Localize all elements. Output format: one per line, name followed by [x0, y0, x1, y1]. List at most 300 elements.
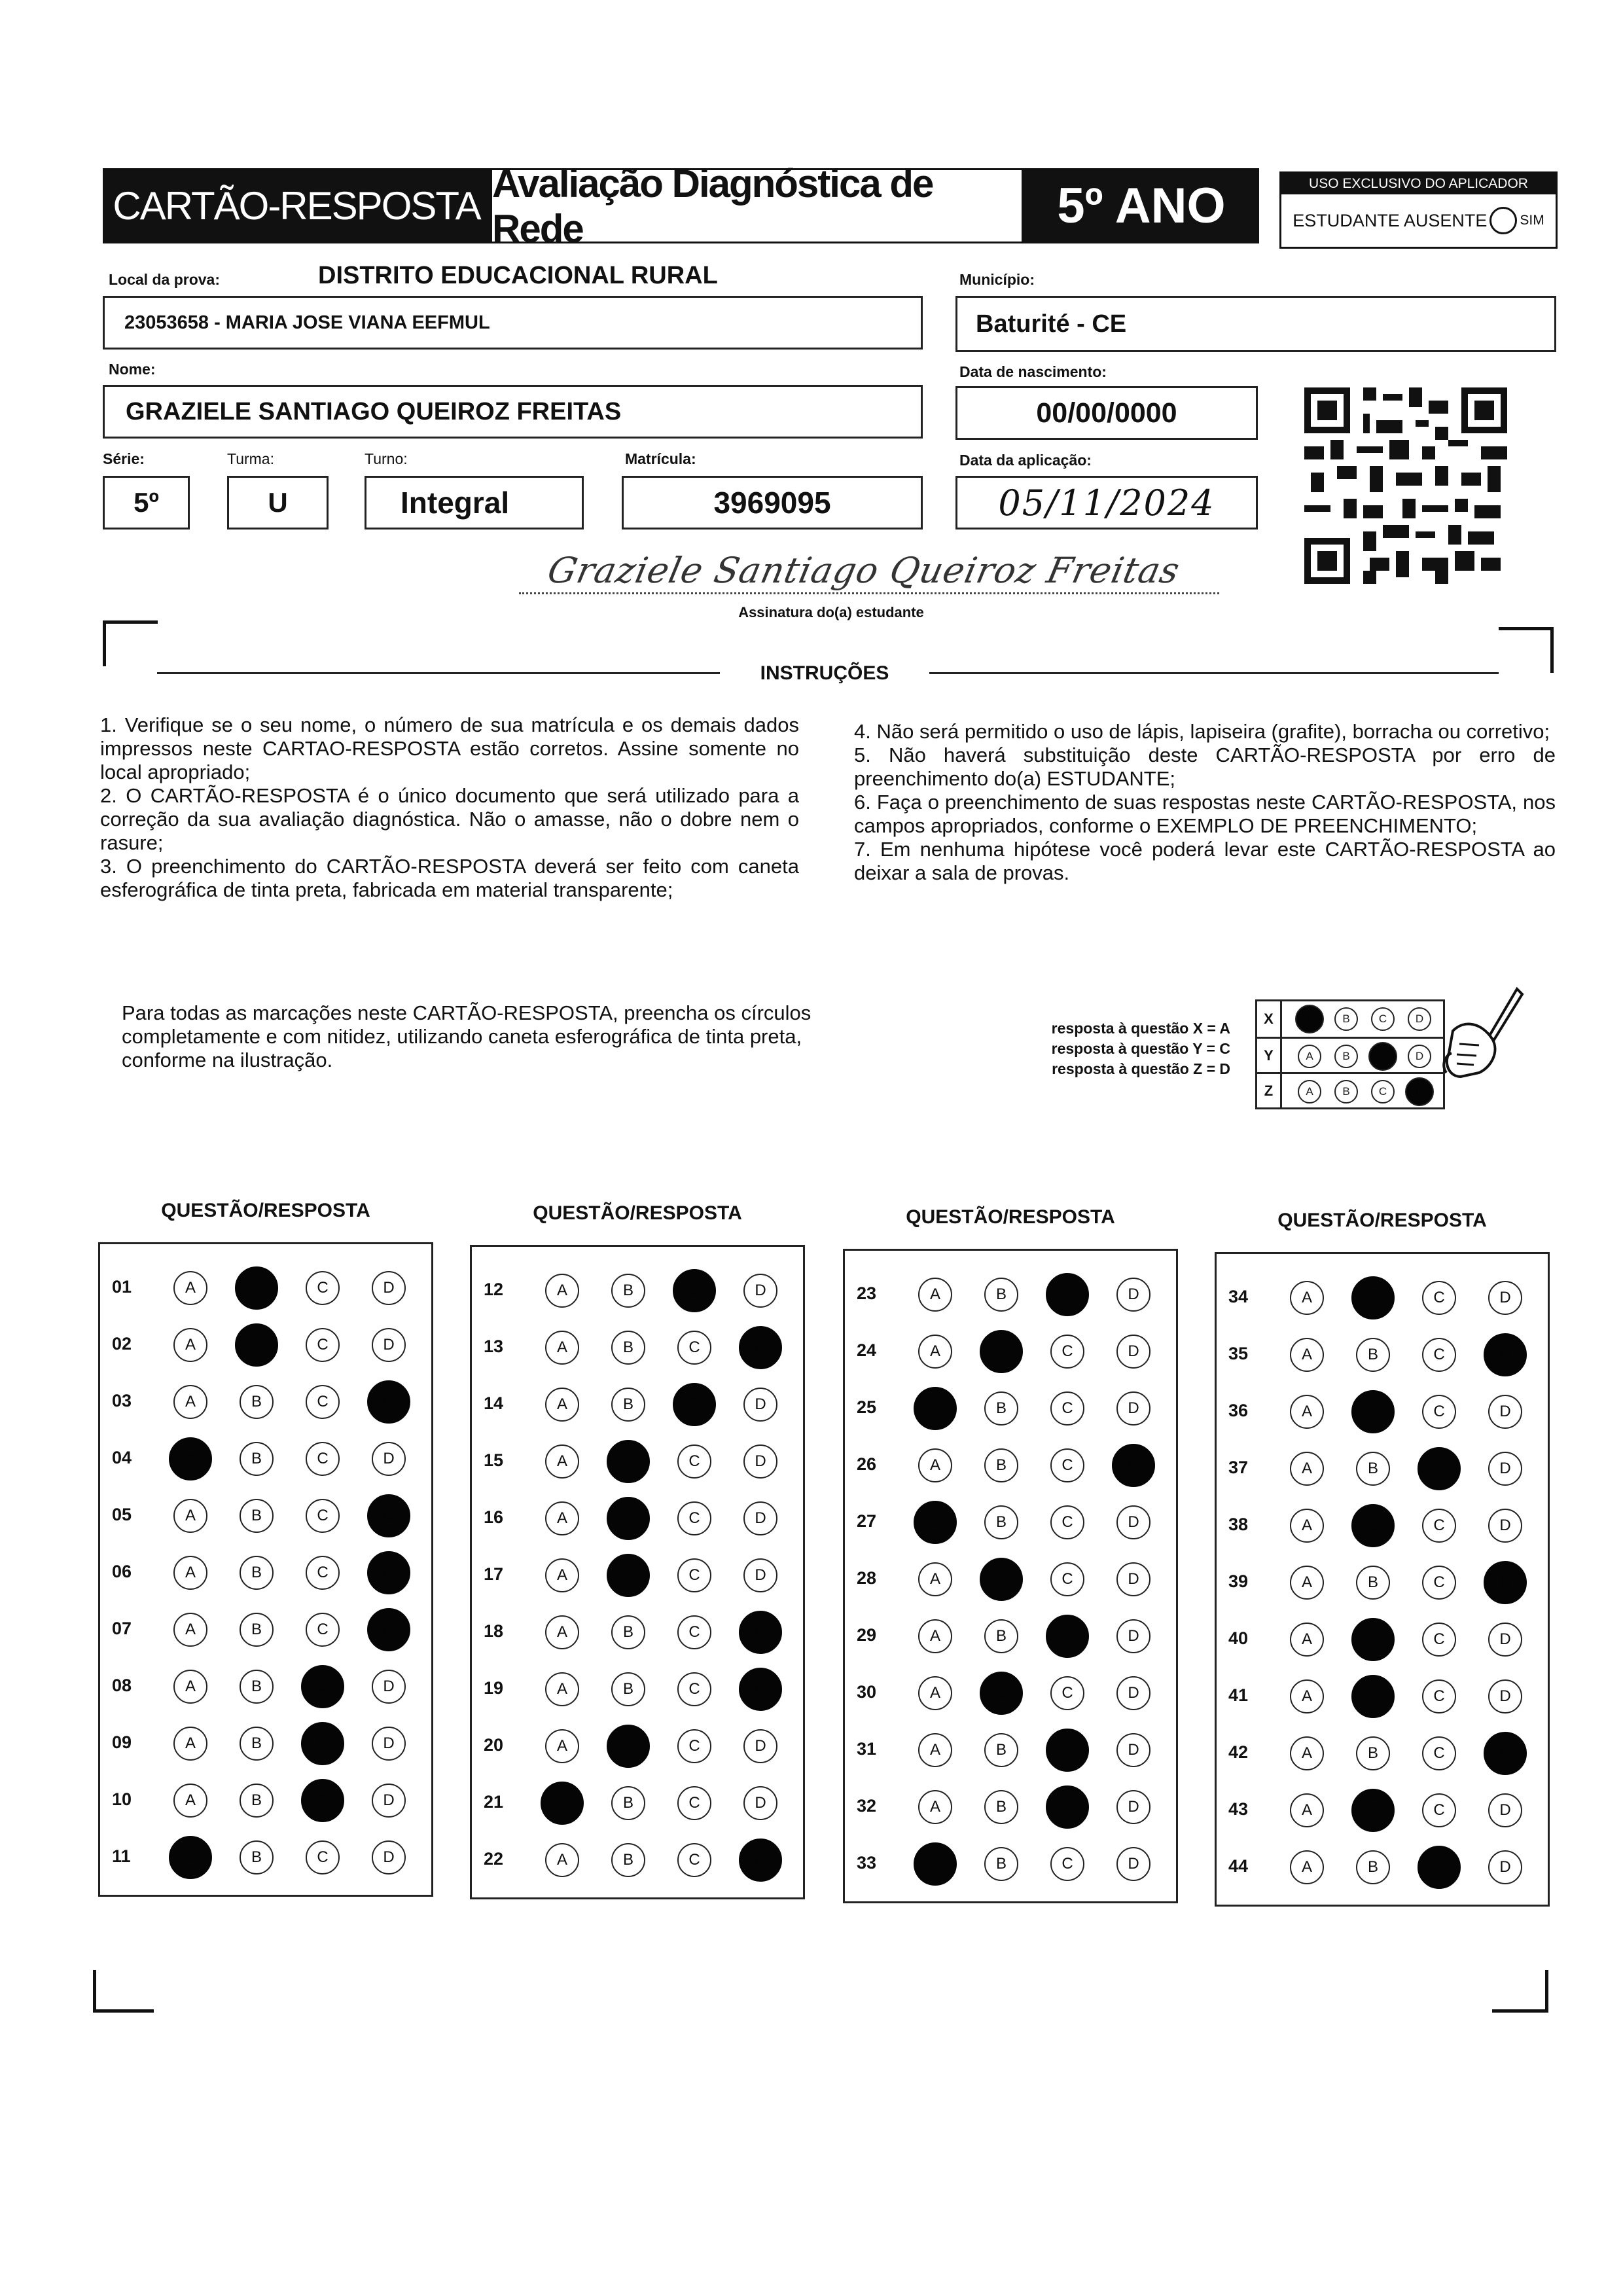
bubble-a[interactable]: A: [545, 1274, 579, 1308]
bubble-d[interactable]: D: [1116, 1562, 1150, 1596]
answer-row: [100, 1722, 431, 1765]
bubble-c[interactable]: C: [306, 1613, 340, 1647]
question-number: 11: [112, 1846, 131, 1866]
answer-row: [472, 1839, 803, 1882]
example-bubble-a: A: [1298, 1045, 1321, 1068]
bubble-b[interactable]: B: [1356, 1566, 1390, 1600]
bubble-d[interactable]: D: [1116, 1847, 1150, 1881]
example-bubble-b: B: [1334, 1080, 1358, 1103]
matricula-field[interactable]: [622, 476, 923, 529]
bubble-d[interactable]: D: [1116, 1335, 1150, 1369]
answer-row: [1217, 1390, 1548, 1433]
instructions-left: [100, 713, 799, 902]
question-number: 09: [112, 1732, 132, 1752]
bubble-b[interactable]: B: [240, 1556, 274, 1590]
question-number: 17: [484, 1564, 504, 1584]
bubble-d[interactable]: D: [1116, 1278, 1150, 1312]
bubble-c[interactable]: C: [1422, 1623, 1456, 1657]
bubble-b[interactable]: B: [607, 1440, 650, 1483]
answer-row: [845, 1785, 1176, 1829]
question-number: 19: [484, 1678, 504, 1698]
bubble-b[interactable]: B: [611, 1615, 645, 1649]
turno-label: Turno:: [365, 450, 408, 467]
bubble-a[interactable]: A: [545, 1615, 579, 1649]
bubble-c[interactable]: C: [301, 1665, 344, 1708]
bubble-d[interactable]: D: [739, 1611, 782, 1654]
bubble-b[interactable]: B: [984, 1619, 1018, 1653]
answer-row: [100, 1608, 431, 1651]
nascimento-field[interactable]: [955, 386, 1258, 440]
turno-field[interactable]: [365, 476, 584, 529]
bubble-b[interactable]: B: [984, 1790, 1018, 1824]
bubble-a[interactable]: A: [918, 1619, 952, 1653]
bubble-d[interactable]: D: [1116, 1391, 1150, 1426]
question-number: 04: [112, 1448, 132, 1467]
question-number: 38: [1228, 1515, 1249, 1534]
bubble-b[interactable]: B: [235, 1266, 278, 1310]
bubble-b[interactable]: B: [240, 1840, 274, 1874]
bubble-a[interactable]: A: [1290, 1850, 1324, 1884]
signature-label: Assinatura do(a) estudante: [738, 604, 924, 620]
bubble-b[interactable]: B: [611, 1843, 645, 1877]
card-title: CARTÃO-RESPOSTA: [103, 168, 490, 243]
answer-row: [1217, 1618, 1548, 1661]
bubble-d[interactable]: D: [743, 1729, 777, 1763]
question-number: 36: [1228, 1401, 1249, 1420]
bubble-d[interactable]: D: [372, 1784, 406, 1818]
bubble-c[interactable]: C: [301, 1722, 344, 1765]
bubble-a[interactable]: A: [918, 1562, 952, 1596]
bubble-c[interactable]: C: [1046, 1273, 1089, 1316]
nome-label: Nome:: [109, 361, 156, 378]
answer-row: [845, 1558, 1176, 1601]
bubble-b[interactable]: B: [984, 1505, 1018, 1539]
bubble-c[interactable]: C: [1422, 1679, 1456, 1713]
bubble-a[interactable]: A: [545, 1444, 579, 1479]
answer-row: [100, 1380, 431, 1424]
bubble-b[interactable]: B: [1356, 1452, 1390, 1486]
nome-value: GRAZIELE SANTIAGO QUEIROZ FREITAS: [126, 397, 622, 425]
example-bubble-d: D: [1408, 1007, 1431, 1031]
bubble-d[interactable]: D: [1488, 1793, 1522, 1827]
bubble-b[interactable]: B: [235, 1323, 278, 1367]
bubble-d[interactable]: D: [372, 1328, 406, 1362]
bubble-c[interactable]: C: [306, 1556, 340, 1590]
question-number: 18: [484, 1621, 504, 1641]
question-number: 26: [857, 1454, 877, 1474]
bubble-a[interactable]: A: [545, 1388, 579, 1422]
bubble-b[interactable]: B: [240, 1613, 274, 1647]
bubble-c[interactable]: C: [677, 1729, 711, 1763]
bubble-d[interactable]: D: [372, 1271, 406, 1305]
bubble-b[interactable]: B: [984, 1733, 1018, 1767]
answer-panel: [843, 1249, 1178, 1903]
bubble-a[interactable]: A: [918, 1733, 952, 1767]
bubble-c[interactable]: C: [1050, 1448, 1084, 1482]
corner-mark: [1550, 627, 1554, 673]
answer-row: [845, 1501, 1176, 1544]
instructions-rule: [157, 672, 720, 674]
bubble-a[interactable]: A: [173, 1613, 207, 1647]
bubble-b[interactable]: B: [240, 1499, 274, 1533]
answer-row: [1217, 1333, 1548, 1376]
bubble-b[interactable]: B: [984, 1391, 1018, 1426]
bubble-a[interactable]: A: [173, 1499, 207, 1533]
bubble-a[interactable]: A: [545, 1558, 579, 1592]
signature: Graziele Santiago Queiroz Freitas: [544, 550, 1184, 591]
fill-note: Para todas as marcações neste CARTÃO-RESPOSTA, preencha os círculos completamente e com nitidez, utilizando caneta esferográfica de tinta preta, conforme na ilustração.: [122, 1001, 812, 1071]
bubble-c[interactable]: C: [306, 1840, 340, 1874]
bubble-a[interactable]: A: [914, 1501, 957, 1544]
bubble-a[interactable]: A: [918, 1676, 952, 1710]
bubble-d[interactable]: D: [1116, 1790, 1150, 1824]
bubble-a[interactable]: A: [1290, 1509, 1324, 1543]
bubble-c[interactable]: C: [677, 1558, 711, 1592]
bubble-c[interactable]: C: [306, 1328, 340, 1362]
bubble-b[interactable]: B: [984, 1448, 1018, 1482]
bubble-a[interactable]: A: [1290, 1736, 1324, 1770]
bubble-a[interactable]: A: [914, 1842, 957, 1886]
bubble-c[interactable]: C: [677, 1331, 711, 1365]
bubble-b[interactable]: B: [611, 1274, 645, 1308]
municipio-label: Município:: [959, 271, 1035, 288]
bubble-b[interactable]: B: [607, 1497, 650, 1540]
bubble-a[interactable]: A: [541, 1782, 584, 1825]
bubble-a[interactable]: A: [169, 1437, 212, 1480]
column-heading: QUESTÃO/RESPOSTA: [161, 1200, 370, 1221]
bubble-a[interactable]: A: [918, 1448, 952, 1482]
bubble-d[interactable]: D: [1488, 1509, 1522, 1543]
bubble-c[interactable]: C: [1418, 1846, 1461, 1889]
example-bubble-c: C: [1371, 1007, 1395, 1031]
turno-value: Integral: [401, 486, 510, 520]
bubble-a[interactable]: A: [1290, 1395, 1324, 1429]
bubble-d[interactable]: D: [743, 1558, 777, 1592]
bubble-d[interactable]: D: [1488, 1850, 1522, 1884]
bubble-c[interactable]: C: [677, 1444, 711, 1479]
question-number: 21: [484, 1792, 504, 1812]
answer-row: [845, 1615, 1176, 1658]
example-bubble-a: A: [1295, 1005, 1324, 1033]
answer-row: [1217, 1846, 1548, 1889]
bubble-c[interactable]: C: [1422, 1395, 1456, 1429]
answer-row: [1217, 1561, 1548, 1604]
bubble-d[interactable]: D: [1488, 1679, 1522, 1713]
bubble-c[interactable]: C: [677, 1501, 711, 1535]
column-heading: QUESTÃO/RESPOSTA: [533, 1202, 742, 1224]
bubble-d[interactable]: D: [1488, 1623, 1522, 1657]
matricula-value: 3969095: [713, 486, 831, 520]
bubble-b[interactable]: B: [980, 1558, 1023, 1601]
bubble-b[interactable]: B: [980, 1672, 1023, 1715]
bubble-c[interactable]: C: [673, 1383, 716, 1426]
nome-field[interactable]: [103, 385, 923, 439]
bubble-d[interactable]: D: [372, 1840, 406, 1874]
answer-row: [472, 1383, 803, 1426]
bubble-b[interactable]: B: [240, 1670, 274, 1704]
bubble-c[interactable]: C: [306, 1442, 340, 1476]
bubble-d[interactable]: D: [367, 1608, 410, 1651]
serie-field[interactable]: [103, 476, 190, 529]
bubble-b[interactable]: B: [1351, 1504, 1395, 1547]
bubble-c[interactable]: C: [677, 1843, 711, 1877]
bubble-d[interactable]: D: [1116, 1505, 1150, 1539]
bubble-c[interactable]: C: [1050, 1335, 1084, 1369]
bubble-c[interactable]: C: [1046, 1785, 1089, 1829]
bubble-c[interactable]: C: [306, 1385, 340, 1419]
question-number: 06: [112, 1562, 132, 1581]
bubble-c[interactable]: C: [301, 1779, 344, 1822]
bubble-a[interactable]: A: [1290, 1623, 1324, 1657]
municipio-field[interactable]: [955, 296, 1556, 352]
bubble-d[interactable]: D: [1116, 1619, 1150, 1653]
bubble-d[interactable]: D: [739, 1326, 782, 1369]
aplicacao-label: Data da aplicação:: [959, 452, 1092, 469]
answer-row: [100, 1551, 431, 1594]
bubble-b[interactable]: B: [240, 1385, 274, 1419]
bubble-b[interactable]: B: [1356, 1850, 1390, 1884]
bubble-a[interactable]: A: [1290, 1679, 1324, 1713]
column-heading: QUESTÃO/RESPOSTA: [906, 1206, 1115, 1228]
bubble-b[interactable]: B: [1351, 1675, 1395, 1718]
bubble-a[interactable]: A: [1290, 1452, 1324, 1486]
bubble-c[interactable]: C: [1422, 1509, 1456, 1543]
bubble-a[interactable]: A: [545, 1331, 579, 1365]
grade-label: 5º ANO: [1024, 168, 1259, 243]
bubble-b[interactable]: B: [1351, 1276, 1395, 1319]
corner-mark: [1545, 1970, 1548, 2013]
question-number: 08: [112, 1676, 132, 1695]
bubble-d[interactable]: D: [739, 1668, 782, 1711]
instruction-item: 6. Faça o preenchimento de suas respostas neste CARTÃO-RESPOSTA, nos campos apropriados, conforme o EXEMPLO DE PREENCHIMENTO;: [854, 791, 1556, 837]
turma-field[interactable]: [227, 476, 329, 529]
example-row-label: X: [1257, 1001, 1282, 1037]
bubble-d[interactable]: D: [1484, 1732, 1527, 1775]
bubble-b[interactable]: B: [1356, 1736, 1390, 1770]
bubble-d[interactable]: D: [1488, 1395, 1522, 1429]
bubble-a[interactable]: A: [173, 1784, 207, 1818]
bubble-a[interactable]: A: [173, 1727, 207, 1761]
bubble-b[interactable]: B: [611, 1786, 645, 1820]
bubble-d[interactable]: D: [372, 1727, 406, 1761]
instructions-rule: [929, 672, 1499, 674]
bubble-b[interactable]: B: [980, 1330, 1023, 1373]
answer-row: [845, 1273, 1176, 1316]
local-label: Local da prova:: [109, 271, 220, 288]
applicator-label: USO EXCLUSIVO DO APLICADOR: [1281, 173, 1556, 194]
bubble-c[interactable]: C: [1050, 1676, 1084, 1710]
bubble-d[interactable]: D: [1116, 1733, 1150, 1767]
bubble-d[interactable]: D: [367, 1494, 410, 1537]
column-heading: QUESTÃO/RESPOSTA: [1277, 1210, 1487, 1231]
question-number: 02: [112, 1334, 132, 1354]
bubble-c[interactable]: C: [677, 1672, 711, 1706]
answer-row: [472, 1782, 803, 1825]
question-number: 12: [484, 1280, 504, 1299]
bubble-a[interactable]: A: [173, 1271, 207, 1305]
bubble-b[interactable]: B: [1351, 1789, 1395, 1832]
instruction-item: 1. Verifique se o seu nome, o número de sua matrícula e os demais dados impressos neste CARTAO-RESPOSTA estão corretos. Assine somente no local apropriado;: [100, 713, 799, 783]
question-number: 27: [857, 1511, 877, 1531]
bubble-d[interactable]: D: [1116, 1676, 1150, 1710]
instructions-title: INSTRUÇÕES: [760, 662, 889, 684]
answer-row: [472, 1554, 803, 1597]
bubble-a[interactable]: A: [918, 1335, 952, 1369]
corner-mark: [103, 620, 106, 666]
qr-code: [1304, 387, 1507, 584]
instruction-item: 3. O preenchimento do CARTÃO-RESPOSTA deverá ser feito com caneta esferográfica de tinta preta, fabricada em material transparente;: [100, 855, 799, 901]
exam-name: Avaliação Diagnóstica de Rede: [490, 168, 1024, 243]
bubble-d[interactable]: D: [743, 1388, 777, 1422]
answer-row: [845, 1672, 1176, 1715]
bubble-a[interactable]: A: [545, 1729, 579, 1763]
bubble-d[interactable]: D: [743, 1501, 777, 1535]
bubble-d[interactable]: D: [743, 1786, 777, 1820]
bubble-c[interactable]: C: [677, 1615, 711, 1649]
bubble-c[interactable]: C: [673, 1269, 716, 1312]
bubble-d[interactable]: D: [1112, 1444, 1155, 1487]
question-number: 14: [484, 1393, 504, 1413]
pen-hand-illustration: [1414, 985, 1528, 1103]
bubble-a[interactable]: A: [918, 1790, 952, 1824]
bubble-a[interactable]: A: [918, 1278, 952, 1312]
bubble-b[interactable]: B: [240, 1784, 274, 1818]
bubble-a[interactable]: A: [173, 1328, 207, 1362]
question-number: 43: [1228, 1799, 1249, 1819]
bubble-d[interactable]: D: [1488, 1452, 1522, 1486]
example-legend: [1018, 1018, 1230, 1079]
bubble-c[interactable]: C: [677, 1786, 711, 1820]
bubble-d[interactable]: D: [372, 1670, 406, 1704]
bubble-c[interactable]: C: [1418, 1447, 1461, 1490]
example-line: resposta à questão Z = D: [1052, 1060, 1230, 1077]
bubble-d[interactable]: D: [1488, 1281, 1522, 1315]
corner-mark: [93, 2009, 154, 2013]
bubble-b[interactable]: B: [1351, 1390, 1395, 1433]
bubble-b[interactable]: B: [611, 1388, 645, 1422]
bubble-c[interactable]: C: [1046, 1729, 1089, 1772]
example-row-label: Y: [1257, 1039, 1282, 1072]
bubble-d[interactable]: D: [367, 1380, 410, 1424]
example-bubble-d: D: [1408, 1045, 1431, 1068]
corner-mark: [103, 620, 158, 624]
bubble-b[interactable]: B: [611, 1672, 645, 1706]
bubble-d[interactable]: D: [739, 1839, 782, 1882]
question-number: 31: [857, 1739, 877, 1759]
bubble-d[interactable]: D: [367, 1551, 410, 1594]
example-bubble-a: A: [1298, 1080, 1321, 1103]
example-bubble-d: D: [1405, 1077, 1434, 1106]
bubble-d[interactable]: D: [1484, 1333, 1527, 1376]
answer-row: [845, 1842, 1176, 1886]
bubble-a[interactable]: A: [1290, 1566, 1324, 1600]
bubble-c[interactable]: C: [1046, 1615, 1089, 1658]
answer-row: [472, 1497, 803, 1540]
aplicacao-field[interactable]: [955, 476, 1258, 529]
local-value: 23053658 - MARIA JOSE VIANA EEFMUL: [124, 312, 490, 333]
bubble-b[interactable]: B: [607, 1725, 650, 1768]
bubble-b[interactable]: B: [984, 1847, 1018, 1881]
aplicacao-value: 05/11/2024: [998, 482, 1215, 524]
bubble-a[interactable]: A: [173, 1385, 207, 1419]
bubble-a[interactable]: A: [545, 1501, 579, 1535]
nascimento-value: 00/00/0000: [1036, 397, 1177, 429]
bubble-c[interactable]: C: [1050, 1505, 1084, 1539]
answer-panel: [1215, 1252, 1550, 1907]
bubble-c[interactable]: C: [1422, 1736, 1456, 1770]
bubble-b[interactable]: B: [1356, 1338, 1390, 1372]
bubble-c[interactable]: C: [1422, 1566, 1456, 1600]
answer-row: [472, 1725, 803, 1768]
answer-row: [845, 1330, 1176, 1373]
bubble-a[interactable]: A: [169, 1836, 212, 1879]
bubble-a[interactable]: A: [1290, 1793, 1324, 1827]
bubble-c[interactable]: C: [1422, 1281, 1456, 1315]
applicator-box: [1279, 171, 1558, 249]
answer-row: [845, 1387, 1176, 1430]
answer-row: [100, 1437, 431, 1480]
local-field[interactable]: [103, 296, 923, 350]
question-number: 32: [857, 1796, 877, 1816]
bubble-d[interactable]: D: [743, 1274, 777, 1308]
bubble-d[interactable]: D: [372, 1442, 406, 1476]
example-line: resposta à questão X = A: [1051, 1020, 1230, 1037]
question-number: 39: [1228, 1571, 1249, 1591]
answer-row: [1217, 1447, 1548, 1490]
question-number: 33: [857, 1853, 877, 1873]
serie-label: Série:: [103, 450, 145, 467]
instruction-item: 5. Não haverá substituição deste CARTÃO-RESPOSTA por erro de preenchimento do(a) ESTUDANTE;: [854, 744, 1556, 790]
answer-row: [1217, 1732, 1548, 1775]
absent-checkbox[interactable]: [1489, 207, 1517, 234]
bubble-b[interactable]: B: [607, 1554, 650, 1597]
answer-row: [472, 1440, 803, 1483]
bubble-b[interactable]: B: [240, 1442, 274, 1476]
bubble-a[interactable]: A: [173, 1556, 207, 1590]
answer-panel: [98, 1242, 433, 1897]
bubble-c[interactable]: C: [1422, 1338, 1456, 1372]
bubble-a[interactable]: A: [1290, 1338, 1324, 1372]
bubble-c[interactable]: C: [1050, 1847, 1084, 1881]
answer-row: [472, 1326, 803, 1369]
bubble-a[interactable]: A: [1290, 1281, 1324, 1315]
question-number: 05: [112, 1505, 132, 1524]
bubble-c[interactable]: C: [1422, 1793, 1456, 1827]
bubble-c[interactable]: C: [1050, 1562, 1084, 1596]
bubble-a[interactable]: A: [914, 1387, 957, 1430]
question-number: 15: [484, 1450, 504, 1470]
bubble-c[interactable]: C: [306, 1499, 340, 1533]
answer-row: [1217, 1675, 1548, 1718]
example-row-label: Z: [1257, 1074, 1282, 1107]
bubble-c[interactable]: C: [1050, 1391, 1084, 1426]
municipio-value: Baturité - CE: [976, 310, 1127, 338]
bubble-d[interactable]: D: [743, 1444, 777, 1479]
bubble-a[interactable]: A: [545, 1843, 579, 1877]
bubble-b[interactable]: B: [611, 1331, 645, 1365]
bubble-b[interactable]: B: [240, 1727, 274, 1761]
bubble-d[interactable]: D: [1484, 1561, 1527, 1604]
question-number: 42: [1228, 1742, 1249, 1762]
bubble-b[interactable]: B: [984, 1278, 1018, 1312]
bubble-a[interactable]: A: [545, 1672, 579, 1706]
answer-row: [100, 1494, 431, 1537]
nascimento-label: Data de nascimento:: [959, 363, 1107, 380]
bubble-c[interactable]: C: [306, 1271, 340, 1305]
bubble-a[interactable]: A: [173, 1670, 207, 1704]
answer-row: [1217, 1789, 1548, 1832]
bubble-b[interactable]: B: [1351, 1618, 1395, 1661]
